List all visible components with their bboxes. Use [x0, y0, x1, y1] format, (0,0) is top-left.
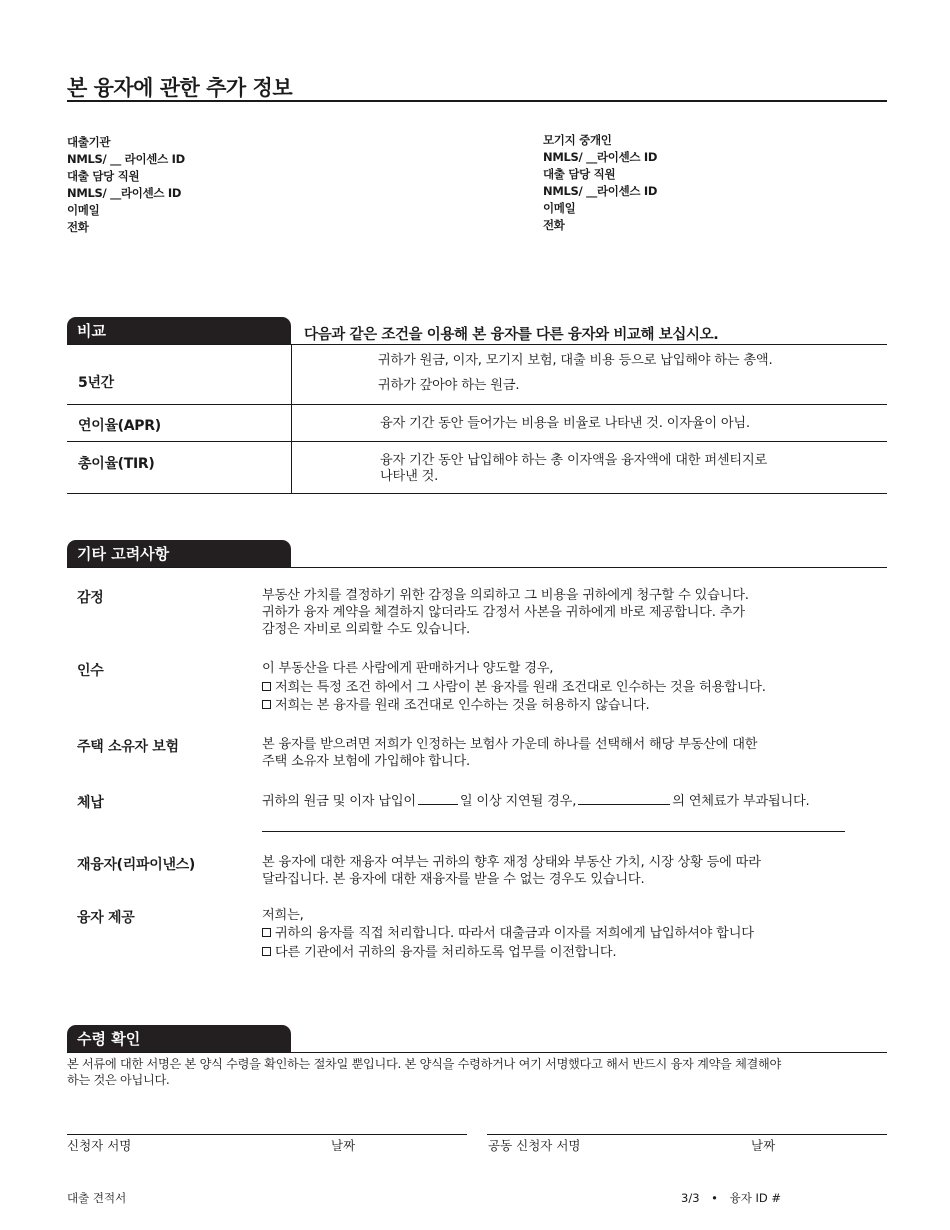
cmp-rule-2	[67, 441, 887, 442]
insurance-label: 주택 소유자 보험	[77, 739, 179, 755]
late-text-2: 일 이상 지연될 경우,	[459, 794, 577, 809]
assumption-deny-text: 저희는 본 융자를 원래 조건대로 인수하는 것을 허용하지 않습니다.	[275, 698, 650, 713]
insurance-line-2: 주택 소유자 보험에 가입해야 합니다.	[262, 754, 471, 769]
applicant-signature-line[interactable]	[67, 1134, 467, 1135]
late-extra-line[interactable]	[262, 831, 845, 832]
comparisons-tab: 비교	[67, 317, 291, 344]
servicing-self-checkbox[interactable]	[262, 928, 271, 937]
appraisal-label: 감정	[77, 590, 104, 606]
broker-line-officer-nmls: NMLS/ __라이센스 ID	[543, 184, 658, 198]
refinance-line-1: 본 융자에 대한 재융자 여부는 귀하의 향후 재정 상태와 부동산 가치, 시장 상황 등에 따라	[262, 855, 761, 870]
broker-line-nmls: NMLS/ __라이센스 ID	[543, 150, 658, 164]
late-text-1: 귀하의 원금 및 이자 납입이	[262, 794, 416, 809]
cmp-5yr-line-1: 귀하가 원금, 이자, 모기지 보험, 대출 비용 등으로 납입해야 하는 총액.	[378, 353, 773, 368]
cmp-5yr-line-2: 귀하가 갚아야 하는 원금.	[378, 378, 520, 393]
cmp-tir-label: 총이율(TIR)	[78, 456, 155, 472]
broker-line-officer: 대출 담당 직원	[543, 167, 616, 181]
applicant-date-label: 날짜	[331, 1138, 356, 1153]
late-fee-field[interactable]	[578, 792, 670, 805]
lender-line-phone: 전화	[67, 220, 89, 234]
servicing-option-transfer	[262, 944, 616, 961]
coapplicant-signature-line[interactable]	[487, 1134, 887, 1135]
refinance-line-2: 달라집니다. 본 융자에 대한 재융자를 받을 수 없는 경우도 있습니다.	[262, 872, 645, 887]
servicing-intro: 저희는,	[262, 908, 304, 923]
assumption-intro: 이 부동산을 다른 사람에게 판매하거나 양도할 경우,	[262, 661, 554, 676]
assumption-deny-checkbox[interactable]	[262, 700, 271, 709]
appraisal-line-1: 부동산 가치를 결정하기 위한 감정을 의뢰하고 그 비용을 귀하에게 청구할 수 있습니다.	[262, 588, 749, 603]
confirm-tab: 수령 확인	[67, 1025, 291, 1052]
broker-line-name: 모기지 중개인	[543, 133, 612, 147]
other-tab: 기타 고려사항	[67, 540, 291, 567]
lender-line-officer-nmls: NMLS/ __라이센스 ID	[67, 186, 182, 200]
other-top-rule	[67, 567, 887, 568]
footer-page-number: 3/3	[681, 1191, 700, 1205]
servicing-self-text: 귀하의 융자를 직접 처리합니다. 따라서 대출금과 이자를 저희에게 납입하셔야 합니다	[275, 926, 754, 941]
late-days-field[interactable]	[418, 792, 458, 805]
title-rule	[67, 100, 887, 102]
cmp-rule-3	[67, 493, 887, 494]
cmp-5yr-label: 5년간	[78, 375, 114, 391]
cmp-apr-line-1: 융자 기간 동안 들어가는 비용을 비율로 나타낸 것. 이자율이 아님.	[380, 416, 750, 431]
comparisons-heading: 다음과 같은 조건을 이용해 본 융자를 다른 융자와 비교해 보십시오.	[304, 327, 719, 343]
confirm-line-2: 하는 것은 아닙니다.	[67, 1073, 170, 1087]
cmp-apr-label: 연이율(APR)	[78, 418, 161, 434]
assumption-label: 인수	[77, 663, 104, 679]
refinance-label: 재융자(리파이낸스)	[77, 857, 195, 873]
confirm-line-1: 본 서류에 대한 서명은 본 양식 수령을 확인하는 절차일 뿐입니다. 본 양식을 수령하거나 여기 서명했다고 해서 반드시 융자 계약을 체결해야	[67, 1057, 781, 1071]
lender-line-name: 대출기관	[67, 135, 111, 149]
assumption-allow-text: 저희는 특정 조건 하에서 그 사람이 본 융자를 원래 조건대로 인수하는 것을 허용합니다.	[275, 680, 766, 695]
lender-line-officer: 대출 담당 직원	[67, 169, 140, 183]
servicing-label: 융자 제공	[77, 910, 135, 926]
page-title: 본 융자에 관한 추가 정보	[67, 76, 293, 100]
appraisal-line-2: 귀하가 융자 계약을 체결하지 않더라도 감정서 사본을 귀하에게 바로 제공합니다. 추가	[262, 605, 745, 620]
assumption-allow-checkbox[interactable]	[262, 682, 271, 691]
cmp-tir-line-2: 나타낸 것.	[380, 469, 439, 484]
servicing-transfer-checkbox[interactable]	[262, 947, 271, 956]
coapplicant-signature-label: 공동 신청자 서명	[488, 1138, 581, 1153]
insurance-line-1: 본 융자를 받으려면 저희가 인정하는 보험사 가운데 하나를 선택해서 해당 부동산에 대한	[262, 737, 758, 752]
comparisons-top-rule	[67, 344, 887, 345]
servicing-option-self	[262, 925, 754, 942]
lender-line-nmls: NMLS/ __ 라이센스 ID	[67, 152, 185, 166]
appraisal-line-3: 감정은 자비로 의뢰할 수도 있습니다.	[262, 622, 471, 637]
lender-line-email: 이메일	[67, 203, 100, 217]
footer-doc-name: 대출 견적서	[67, 1191, 127, 1205]
comparisons-divider	[291, 344, 292, 493]
late-label: 체납	[77, 795, 104, 811]
cmp-rule-1	[67, 404, 887, 405]
broker-line-phone: 전화	[543, 218, 565, 232]
cmp-tir-line-1: 융자 기간 동안 납입해야 하는 총 이자액을 융자액에 대한 퍼센티지로	[380, 453, 768, 468]
assumption-option-deny	[262, 697, 649, 714]
broker-info-block	[543, 132, 657, 234]
applicant-signature-label: 신청자 서명	[67, 1138, 132, 1153]
assumption-option-allow	[262, 679, 766, 696]
late-sentence	[262, 792, 810, 810]
footer-page-info	[681, 1190, 781, 1206]
coapplicant-date-label: 날짜	[751, 1138, 776, 1153]
lender-info-block	[67, 134, 185, 236]
footer-bullet: •	[711, 1191, 718, 1205]
broker-line-email: 이메일	[543, 201, 576, 215]
footer-loan-id: 융자 ID #	[729, 1191, 782, 1205]
late-text-3: 의 연체료가 부과됩니다.	[672, 794, 810, 809]
confirm-top-rule	[67, 1052, 887, 1053]
servicing-transfer-text: 다른 기관에서 귀하의 융자를 처리하도록 업무를 이전합니다.	[275, 945, 617, 960]
